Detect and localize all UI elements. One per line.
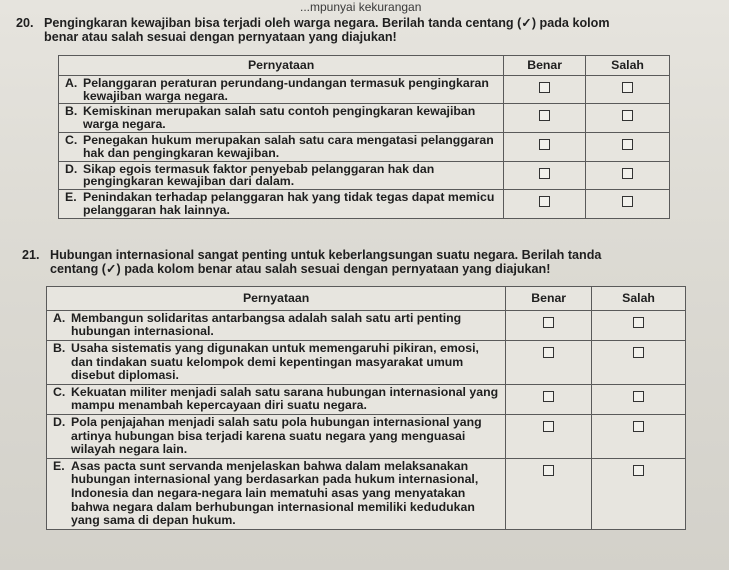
benar-checkbox[interactable] xyxy=(539,139,550,150)
table-row xyxy=(59,104,670,133)
benar-checkbox[interactable] xyxy=(539,168,550,179)
table-row xyxy=(47,458,686,529)
table-row xyxy=(59,132,670,161)
row-letter: C. xyxy=(65,132,78,147)
row-letter: B. xyxy=(65,104,78,119)
column-header-benar: Benar xyxy=(504,56,586,76)
question-21-table xyxy=(46,286,686,530)
row-letter: D. xyxy=(53,414,66,429)
statement-text: Kemiskinan merupakan salah satu contoh pengingkaran kewajiban warga negara. xyxy=(83,104,476,132)
salah-checkbox[interactable] xyxy=(633,347,644,358)
statement-text: Sikap egois termasuk faktor penyebab pelanggaran hak dan pengingkaran kewajiban dari dalam. xyxy=(83,161,435,189)
row-letter: A. xyxy=(53,310,66,325)
benar-checkbox[interactable] xyxy=(543,391,554,402)
row-letter: C. xyxy=(53,384,66,399)
table-row xyxy=(47,310,686,340)
benar-checkbox[interactable] xyxy=(539,196,550,207)
benar-checkbox[interactable] xyxy=(539,110,550,121)
column-header-pernyataan: Pernyataan xyxy=(59,56,504,76)
benar-checkbox[interactable] xyxy=(539,82,550,93)
column-header-salah: Salah xyxy=(586,56,670,76)
row-letter: A. xyxy=(65,75,78,90)
salah-checkbox[interactable] xyxy=(622,82,633,93)
row-letter: B. xyxy=(53,340,66,355)
salah-checkbox[interactable] xyxy=(633,391,644,402)
row-letter: E. xyxy=(65,190,77,205)
question-21-text-line1: Hubungan internasional sangat penting untuk keberlangsungan suatu negara. Berilah tanda xyxy=(50,248,602,262)
question-21-number: 21. xyxy=(22,248,40,262)
question-21-text-line2: centang (✓) pada kolom benar atau salah sesuai dengan pernyataan yang diajukan! xyxy=(50,262,551,276)
header-fragment: ...mpunyai kekurangan xyxy=(300,0,422,14)
statement-text: Asas pacta sunt servanda menjelaskan bahwa dalam melaksanakan hubungan internasional yang berdasarkan pada hukum internasional, Indonesia dan negara-negara lain mematuhi asas yang menyatakan bahwa negara dalam berhubungan internasional memiliki kedudukan yang sama di depan hukum. xyxy=(71,458,479,528)
question-20-table xyxy=(58,55,670,219)
row-letter: E. xyxy=(53,458,65,473)
salah-checkbox[interactable] xyxy=(622,196,633,207)
salah-checkbox[interactable] xyxy=(633,465,644,476)
salah-checkbox[interactable] xyxy=(622,139,633,150)
statement-text: Pola penjajahan menjadi salah satu pola hubungan internasional yang artinya hubungan bisa terjadi karena suatu negara yang menguasai wilayah negara lain. xyxy=(71,414,482,457)
table-row xyxy=(59,161,670,190)
statement-text: Kekuatan militer menjadi salah satu sarana hubungan internasional yang mampu menambah kepercayaan diri suatu negara. xyxy=(71,384,499,413)
table-row xyxy=(47,414,686,458)
column-header-salah: Salah xyxy=(592,287,686,311)
benar-checkbox[interactable] xyxy=(543,347,554,358)
salah-checkbox[interactable] xyxy=(622,168,633,179)
statement-text: Penindakan terhadap pelanggaran hak yang tidak tegas dapat memicu pelanggaran hak lainnya. xyxy=(83,190,495,217)
salah-checkbox[interactable] xyxy=(622,110,633,121)
column-header-benar: Benar xyxy=(506,287,592,311)
benar-checkbox[interactable] xyxy=(543,465,554,476)
question-20-text-line2: benar atau salah sesuai dengan pernyataan yang diajukan! xyxy=(44,30,397,44)
column-header-pernyataan: Pernyataan xyxy=(47,287,506,311)
salah-checkbox[interactable] xyxy=(633,421,644,432)
table-row xyxy=(59,75,670,104)
question-20-text-line1: Pengingkaran kewajiban bisa terjadi oleh warga negara. Berilah tanda centang (✓) pada kolom xyxy=(44,16,610,30)
statement-text: Membangun solidaritas antarbangsa adalah salah satu arti penting hubungan internasional. xyxy=(71,310,462,339)
statement-text: Pelanggaran peraturan perundang-undangan termasuk pengingkaran kewajiban warga negara. xyxy=(83,75,489,103)
benar-checkbox[interactable] xyxy=(543,421,554,432)
table-row xyxy=(59,190,670,219)
table-row xyxy=(47,384,686,414)
row-letter: D. xyxy=(65,161,78,176)
question-20-number: 20. xyxy=(16,16,34,30)
salah-checkbox[interactable] xyxy=(633,317,644,328)
statement-text: Usaha sistematis yang digunakan untuk memengaruhi pikiran, emosi, dan tindakan suatu kelompok demi kepentingan masyarakat umum disebut diplomasi. xyxy=(71,340,479,383)
statement-text: Penegakan hukum merupakan salah satu cara mengatasi pelanggaran hak dan pengingkaran kewajiban. xyxy=(83,132,494,160)
benar-checkbox[interactable] xyxy=(543,317,554,328)
table-row xyxy=(47,340,686,384)
